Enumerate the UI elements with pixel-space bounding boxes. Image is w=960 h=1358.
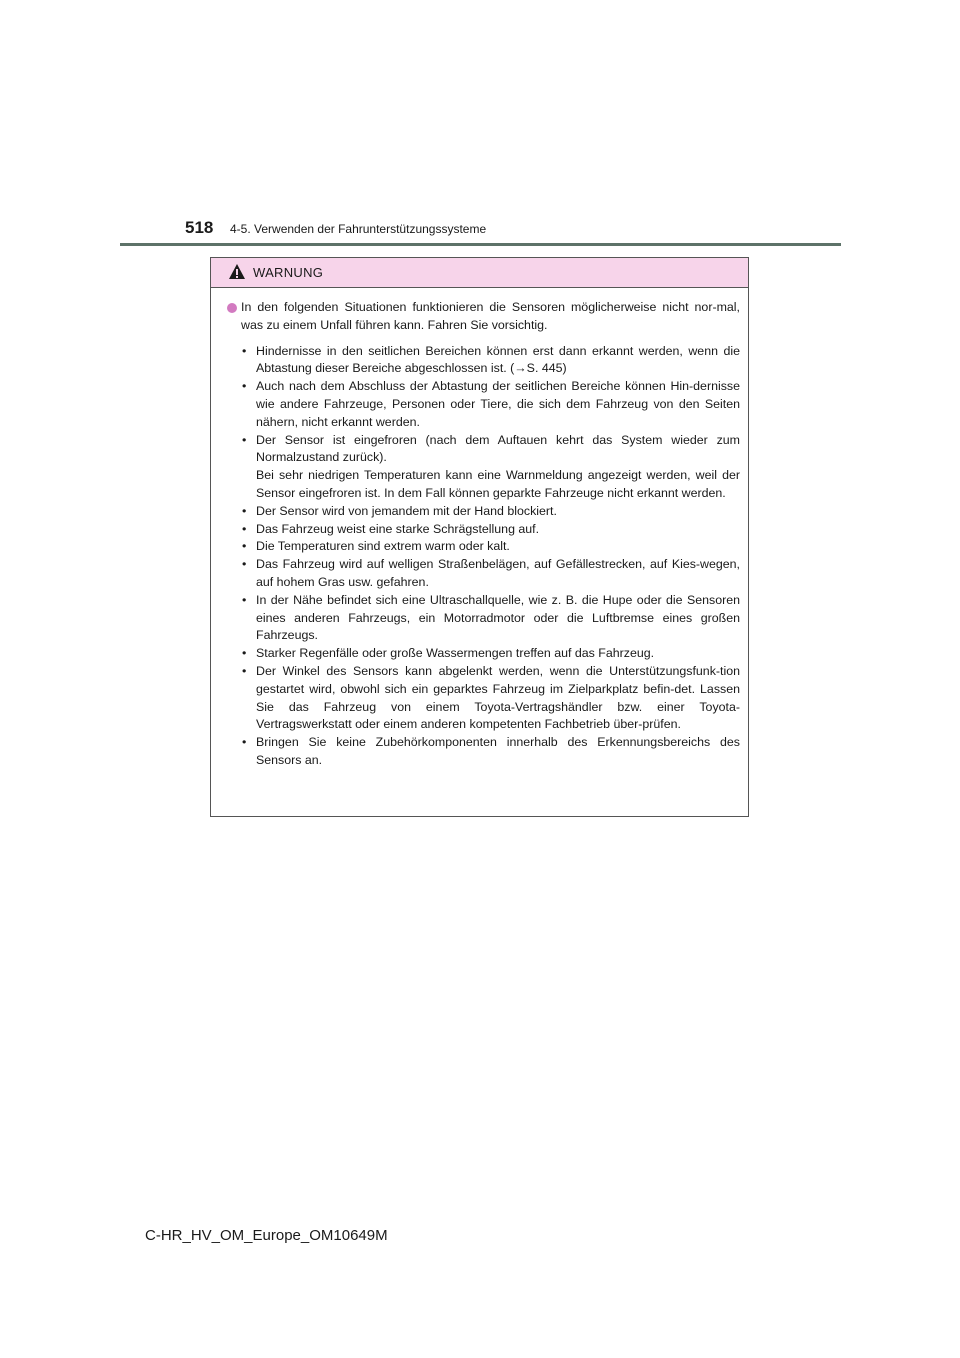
- condition-item: • Der Winkel des Sensors kann abgelenkt werden, wenn die Unterstützungsfunk-tion gestartet wird, obwohl sich ein geparktes Fahrzeug im Zielparkplatz befin-det. Lassen Sie das Fahrzeug von einem Toyota-Vertragshändler bzw. einer Toyota-Vertragswerkstatt oder einem anderen kompetenten Fachbetrieb über-prüfen.: [241, 663, 740, 734]
- section-title: 4-5. Verwenden der Fahrunterstützungssysteme: [230, 222, 487, 236]
- condition-item: • Bringen Sie keine Zubehörkomponenten innerhalb des Erkennungsbereichs des Sensors an.: [241, 734, 740, 770]
- condition-item: • Der Sensor wird von jemandem mit der Hand blockiert.: [241, 503, 740, 521]
- condition-item: • Das Fahrzeug weist eine starke Schrägstellung auf.: [241, 521, 740, 539]
- page-number: 518: [185, 218, 214, 237]
- document-code: C-HR_HV_OM_Europe_OM10649M: [145, 1227, 388, 1244]
- condition-item: • Der Sensor ist eingefroren (nach dem Auftauen kehrt das System wieder zum Normalzustand zurück). Bei sehr niedrigen Temperaturen kann eine Warnmeldung angezeigt werden, weil der Sensor eingefroren ist. In dem Fall können geparkte Fahrzeuge nicht erkannt werden.: [241, 432, 740, 503]
- condition-item: • Auch nach dem Abschluss der Abtastung der seitlichen Bereiche können Hin-dernisse wie andere Fahrzeuge, Personen oder Tiere, die sich dem Fahrzeug von den Seiten nähern, nicht erkannt werden.: [241, 378, 740, 431]
- warning-intro: [226, 299, 740, 335]
- warning-intro-text: In den folgenden Situationen funktionieren die Sensoren möglicherweise nicht nor-mal, was zu einem Unfall führen kann. Fahren Sie vorsichtig.: [241, 300, 740, 332]
- bullet-circle-icon: [227, 303, 237, 313]
- condition-item: • In der Nähe befindet sich eine Ultraschallquelle, wie z. B. die Hupe oder die Sensoren eines anderen Fahrzeugs, ein Motorradmotor oder die Luftbremse eines großen Fahrzeugs.: [241, 592, 740, 645]
- warning-body: [211, 288, 748, 770]
- warning-box: [210, 257, 749, 817]
- condition-item: • Starker Regenfälle oder große Wassermengen treffen auf das Fahrzeug.: [241, 645, 740, 663]
- condition-item: • Die Temperaturen sind extrem warm oder kalt.: [241, 538, 740, 556]
- warning-header: [211, 258, 748, 288]
- condition-list: [226, 343, 740, 770]
- condition-item: • Das Fahrzeug wird auf welligen Straßenbelägen, auf Gefällestrecken, auf Kies-wegen, auf hohem Gras usw. gefahren.: [241, 556, 740, 592]
- warning-title: WARNUNG: [253, 265, 324, 280]
- header-divider: [120, 243, 841, 246]
- warning-triangle-icon: [228, 263, 246, 280]
- condition-item: • Hindernisse in den seitlichen Bereichen können erst dann erkannt werden, wenn die Abtastung dieser Bereiche abgeschlossen ist. (→S. 445): [241, 343, 740, 379]
